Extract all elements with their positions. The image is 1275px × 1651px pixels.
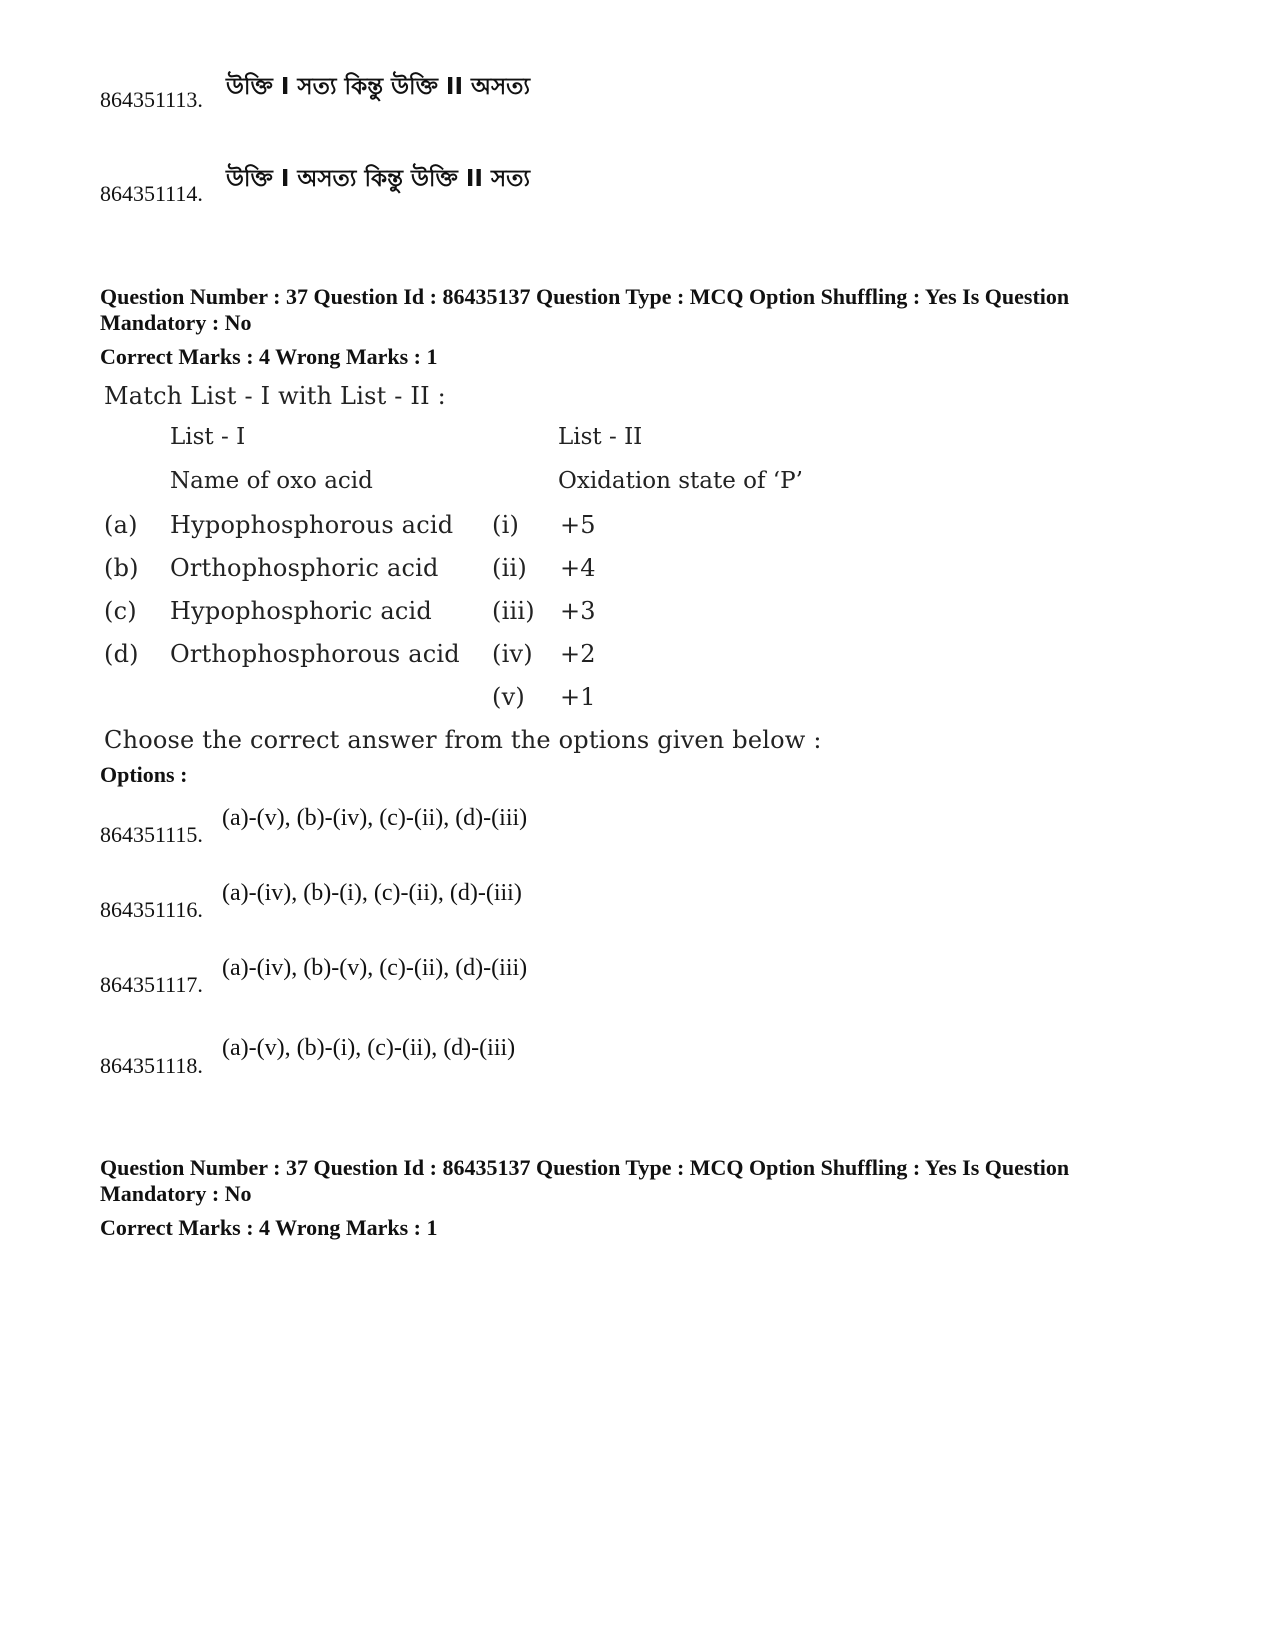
list1-item: Hypophosphoric acid [170,597,432,625]
list1-item: Orthophosphorous acid [170,640,460,668]
list2-label: (ii) [492,554,527,582]
option-text: উক্তি I সত্য কিন্তু উক্তি II অসত্য [226,74,531,100]
list1-item: Hypophosphorous acid [170,511,454,539]
question-intro: Match List - I with List - II : [104,382,446,410]
list2-label: (v) [492,683,525,711]
question-meta-line2: Mandatory : No [100,1181,252,1206]
option-text: (a)-(v), (b)-(iv), (c)-(ii), (d)-(iii) [222,805,528,831]
next-question-meta [100,1155,1200,1207]
list1-item: Orthophosphoric acid [170,554,439,582]
option-id: 864351113. [100,87,203,112]
option-text: উক্তি I অসত্য কিন্তু উক্তি II সত্য [226,166,531,192]
next-question-marks: Correct Marks : 4 Wrong Marks : 1 [100,1215,438,1240]
question-meta-line1: Question Number : 37 Question Id : 86435137 Question Type : MCQ Option Shuffling : Yes Is Question [100,1155,1070,1180]
list1-title: List - I [170,424,246,450]
list2-item: +2 [560,640,596,668]
list2-item: +1 [560,683,596,711]
option-id: 864351114. [100,181,203,206]
question-marks: Correct Marks : 4 Wrong Marks : 1 [100,344,438,369]
list1-label: (b) [104,554,139,582]
list2-subtitle: Oxidation state of ‘P’ [558,468,803,494]
list2-item: +5 [560,511,596,539]
option-text: (a)-(iv), (b)-(v), (c)-(ii), (d)-(iii) [222,955,528,981]
list1-label: (c) [104,597,137,625]
list1-label: (a) [104,511,138,539]
question-meta-line2: Mandatory : No [100,310,252,335]
list2-label: (i) [492,511,520,539]
option-id: 864351115. [100,822,203,847]
option-id: 864351117. [100,972,203,997]
option-id: 864351118. [100,1053,203,1078]
question-instruction: Choose the correct answer from the options given below : [104,726,822,754]
option-text: (a)-(v), (b)-(i), (c)-(ii), (d)-(iii) [222,1035,516,1061]
options-label: Options : [100,762,188,787]
option-text: (a)-(iv), (b)-(i), (c)-(ii), (d)-(iii) [222,880,522,906]
list2-label: (iii) [492,597,535,625]
list2-title: List - II [558,424,643,450]
question-meta [100,284,1200,336]
option-id: 864351116. [100,897,203,922]
list2-label: (iv) [492,640,533,668]
list1-label: (d) [104,640,139,668]
list1-subtitle: Name of oxo acid [170,468,373,494]
list2-item: +3 [560,597,596,625]
list2-item: +4 [560,554,596,582]
question-meta-line1: Question Number : 37 Question Id : 86435137 Question Type : MCQ Option Shuffling : Yes Is Question [100,284,1070,309]
